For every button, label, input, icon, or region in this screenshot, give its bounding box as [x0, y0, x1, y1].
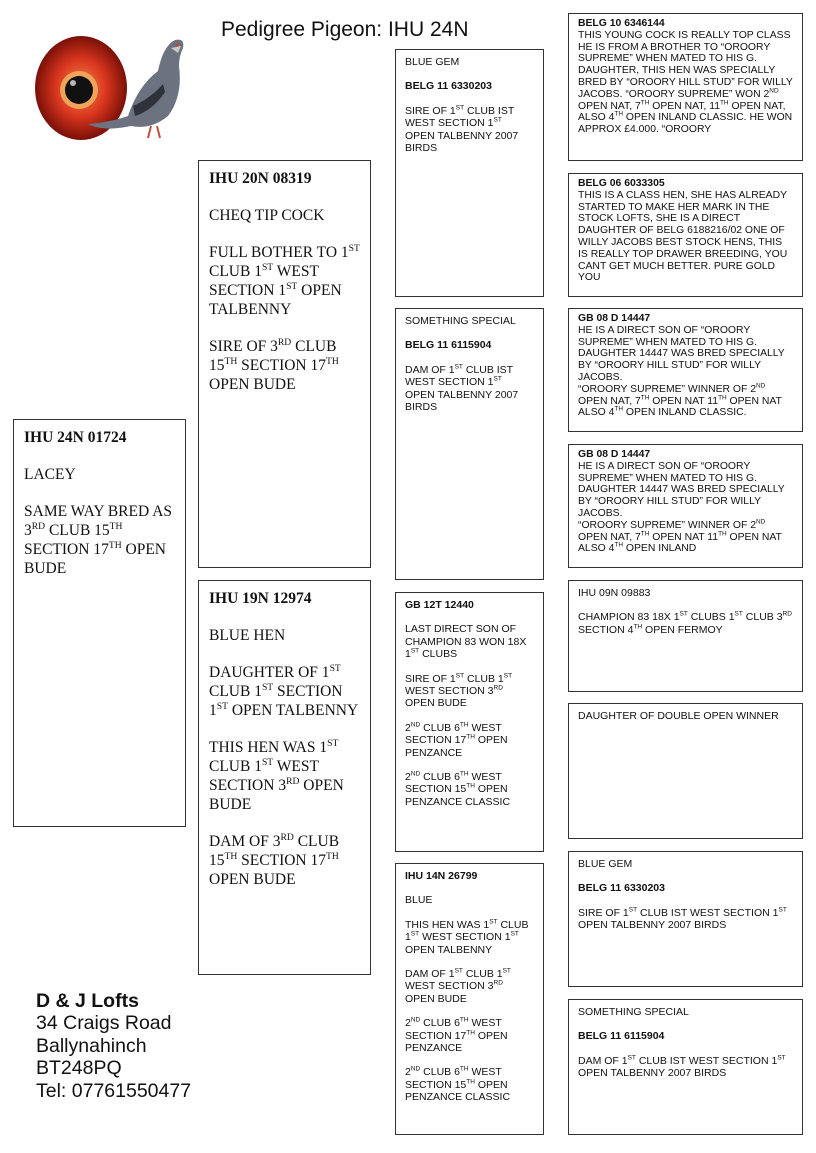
- sire-dam-card: [395, 308, 544, 580]
- dam-desc-1: DAUGHTER OF 1ST CLUB 1ST SECTION 1ST OPEN TALBENNY: [209, 662, 359, 719]
- dds-ring: BELG 11 6330203: [578, 882, 665, 895]
- dds-desc: SIRE OF 1ST CLUB IST WEST SECTION 1ST OPEN TALBENNY 2007 BIRDS: [578, 906, 787, 932]
- sire-dam-name: SOMETHING SPECIAL: [405, 315, 516, 327]
- sire-desc-1: FULL BOTHER TO 1ST CLUB 1ST WEST SECTION 1ST OPEN TALBENNY: [209, 242, 360, 318]
- dam-card: [198, 580, 371, 975]
- dsd-card: [568, 703, 803, 839]
- sds-ring: GB 08 D 14447: [578, 313, 651, 324]
- contact-town: Ballynahinch: [36, 1034, 147, 1057]
- dam-sire-desc-3: 2ND CLUB 6TH WEST SECTION 17TH OPEN PENZANCE: [405, 721, 508, 759]
- sire-sire-desc: SIRE OF 1ST CLUB IST WEST SECTION 1ST OPEN TALBENNY 2007 BIRDS: [405, 104, 519, 155]
- dam-sire-desc-2: SIRE OF 1ST CLUB 1ST WEST SECTION 3RD OPEN BUDE: [405, 672, 513, 710]
- contact-name: D & J Lofts: [36, 990, 139, 1012]
- sdd-desc: HE IS A DIRECT SON OF “OROORY SUPREME” WHEN MATED TO HIS G. DAUGHTER 14447 WAS BRED SPECIALLY BY “OROORY HILL STUD” FOR WILLY JACOBS.: [578, 460, 785, 519]
- sire-sire-name: BLUE GEM: [405, 56, 460, 68]
- dam-dam-ring: IHU 14N 26799: [405, 870, 478, 882]
- subject-name: LACEY: [24, 466, 76, 483]
- dam-desc-2: THIS HEN WAS 1ST CLUB 1ST WEST SECTION 3RD OPEN BUDE: [209, 737, 344, 813]
- sire-dam-ring: BELG 11 6115904: [405, 339, 492, 352]
- pigeon-eye-logo: [33, 26, 188, 144]
- dam-name: BLUE HEN: [209, 627, 286, 644]
- contact-tel[interactable]: Tel: 07761550477: [36, 1079, 192, 1102]
- sire-dam-desc: DAM OF 1ST CLUB IST WEST SECTION 1ST OPEN TALBENNY 2007 BIRDS: [405, 363, 519, 414]
- contact-street: 34 Craigs Road: [36, 1012, 172, 1035]
- dam-sire-ring: GB 12T 12440: [405, 599, 474, 611]
- ssd-ring: BELG 06 6033305: [578, 178, 665, 189]
- sss-ring: BELG 10 6346144: [578, 18, 665, 29]
- dam-desc-3: DAM OF 3RD CLUB 15TH SECTION 17TH OPEN BUDE: [209, 831, 340, 888]
- dss-card: [568, 580, 803, 692]
- sire-sire-ring: BELG 11 6330203: [405, 80, 492, 93]
- subject-ring: IHU 24N 01724: [24, 429, 127, 446]
- sire-card: [198, 160, 371, 568]
- subject-desc: SAME WAY BRED AS 3RD CLUB 15TH SECTION 17TH OPEN BUDE: [24, 503, 173, 577]
- dam-dam-desc-3: 2ND CLUB 6TH WEST SECTION 17TH OPEN PENZANCE: [405, 1016, 508, 1055]
- sire-desc-2: SIRE OF 3RD CLUB 15TH SECTION 17TH OPEN BUDE: [209, 336, 339, 393]
- sss-desc: THIS YOUNG COCK IS REALLY TOP CLASS HE IS FROM A BROTHER TO “OROORY SUPREME” WHEN MATED TO HIS G. DAUGHTER, THIS HEN WAS SPECIALLY BRED BY “OROORY HILL STUD” FOR WILLY JACOBS. “OROORY SUPREME” WON 2ND OPEN NAT, 7TH OPEN NAT, 11TH OPEN NAT, ALSO 4TH OPEN INLAND CLASSIC. HE WON APPROX £4.000. “OROORY: [578, 29, 793, 136]
- ddd-name: SOMETHING SPECIAL: [578, 1006, 689, 1018]
- sdd-desc-2: “OROORY SUPREME” WINNER OF 2ND OPEN NAT, 7TH OPEN NAT 11TH OPEN NAT ALSO 4TH OPEN INLAND: [578, 518, 782, 555]
- dds-card: [568, 851, 803, 987]
- dam-dam-desc-4: 2ND CLUB 6TH WEST SECTION 15TH OPEN PENZANCE CLASSIC: [405, 1065, 511, 1104]
- ddd-ring: BELG 11 6115904: [578, 1030, 665, 1043]
- ddd-card: [568, 999, 803, 1135]
- dam-sire-desc-4: 2ND CLUB 6TH WEST SECTION 15TH OPEN PENZANCE CLASSIC: [405, 770, 511, 808]
- sds-desc: HE IS A DIRECT SON OF “OROORY SUPREME” WHEN MATED TO HIS G. DAUGHTER 14447 WAS BRED SPECIALLY BY “OROORY HILL STUD” FOR WILLY JACOBS.: [578, 324, 785, 383]
- contact-postcode: BT248PQ: [36, 1057, 122, 1080]
- dam-dam-card: [395, 863, 544, 1135]
- sds-desc-2: “OROORY SUPREME” WINNER OF 2ND OPEN NAT, 7TH OPEN NAT 11TH OPEN NAT ALSO 4TH OPEN INLAND CLASSIC.: [578, 382, 782, 419]
- sdd-ring: GB 08 D 14447: [578, 449, 651, 460]
- sire-name: CHEQ TIP COCK: [209, 207, 325, 224]
- page-title: Pedigree Pigeon: IHU 24N: [221, 18, 469, 41]
- dam-sire-card: [395, 592, 544, 852]
- sire-ring: IHU 20N 08319: [209, 170, 312, 187]
- sds-card: [568, 308, 803, 432]
- dss-ring: IHU 09N 09883: [578, 587, 651, 599]
- ddd-desc: DAM OF 1ST CLUB IST WEST SECTION 1ST OPEN TALBENNY 2007 BIRDS: [578, 1054, 786, 1080]
- dsd-desc: DAUGHTER OF DOUBLE OPEN WINNER: [578, 710, 779, 722]
- sss-card: [568, 13, 803, 161]
- dam-dam-desc-2: DAM OF 1ST CLUB 1ST WEST SECTION 3RD OPEN BUDE: [405, 967, 511, 1005]
- sire-sire-card: [395, 49, 544, 297]
- subject-card: [13, 419, 186, 827]
- dam-ring: IHU 19N 12974: [209, 590, 312, 607]
- ssd-card: [568, 173, 803, 297]
- dam-dam-name: BLUE: [405, 894, 433, 907]
- dam-dam-desc-1: THIS HEN WAS 1ST CLUB 1ST WEST SECTION 1ST OPEN TALBENNY: [405, 918, 529, 956]
- sdd-card: [568, 444, 803, 568]
- ssd-desc: THIS IS A CLASS HEN, SHE HAS ALREADY STARTED TO MAKE HER MARK IN THE STOCK LOFTS, SHE IS A DIRECT DAUGHTER OF BELG 6188216/02 ONE OF WILLY JACOBS BEST STOCK HENS, THIS IS REALLY TOP DRAWER BREEDING, YOU CANT GET MUCH BETTER. PURE GOLD YOU: [578, 189, 788, 284]
- contact-block: [36, 990, 191, 1102]
- dss-desc: CHAMPION 83 18X 1ST CLUBS 1ST CLUB 3RD SECTION 4TH OPEN FERMOY: [578, 610, 792, 636]
- dam-sire-desc-1: LAST DIRECT SON OF CHAMPION 83 WON 18X 1ST CLUBS: [405, 623, 527, 661]
- dds-name: BLUE GEM: [578, 858, 633, 870]
